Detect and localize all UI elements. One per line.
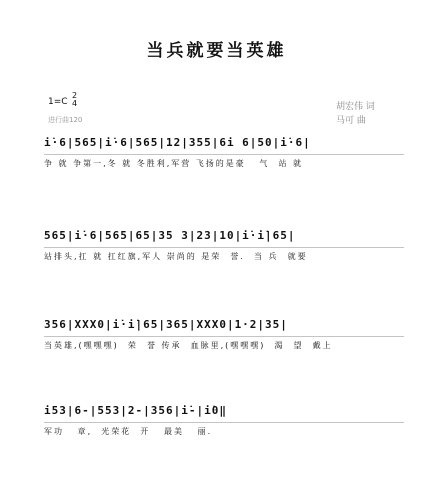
tempo-marking: 进行曲120 <box>48 116 83 124</box>
lyricist-credit: 胡宏伟 词 <box>336 102 375 112</box>
key-signature: 1=C <box>48 97 68 107</box>
notation-line: 565|i̇·6|565|65|35 3|23|10|i̇·i̇|65| <box>44 229 296 242</box>
lyrics-line: 当英雄,(嘿嘿嘿) 荣 誉 传承 血脉里,(嘿嘿嘿) 渴 望 戴上 <box>44 341 333 350</box>
time-signature <box>72 92 77 108</box>
score-row-1 <box>44 136 404 182</box>
notation-line: 356|XXX0|i̇·i̇|65|365|XXX0|1·2|35| <box>44 318 288 331</box>
score-row-2 <box>44 229 404 275</box>
time-signature-bottom: 4 <box>72 99 78 108</box>
song-title: 当兵就要当英雄 <box>146 41 287 61</box>
lyrics-line: 站排头,扛 就 扛红旗,军人 崇尚的 是荣 誉. 当 兵 就要 <box>44 252 308 261</box>
score-row-3 <box>44 318 404 364</box>
notation-line: i53|6-|553|2-|356|i̇-|i̇0‖ <box>44 404 227 417</box>
lyrics-line: 军功 章, 光荣花 开 最美 丽. <box>44 427 213 436</box>
beam-line <box>44 422 404 424</box>
beam-line <box>44 154 404 156</box>
score-row-4 <box>44 404 404 450</box>
composer-credit: 马可 曲 <box>336 116 366 126</box>
time-signature-top: 2 <box>72 91 78 100</box>
lyrics-line: 争 就 争第一,冬 就 冬胜利,军营 飞扬的是豪 气 站 就 <box>44 159 304 168</box>
beam-line <box>44 336 404 338</box>
beam-line <box>44 247 404 249</box>
notation-line: i̇·6|565|i̇·6|565|12|355|6i 6|50|i̇·6| <box>44 136 311 149</box>
